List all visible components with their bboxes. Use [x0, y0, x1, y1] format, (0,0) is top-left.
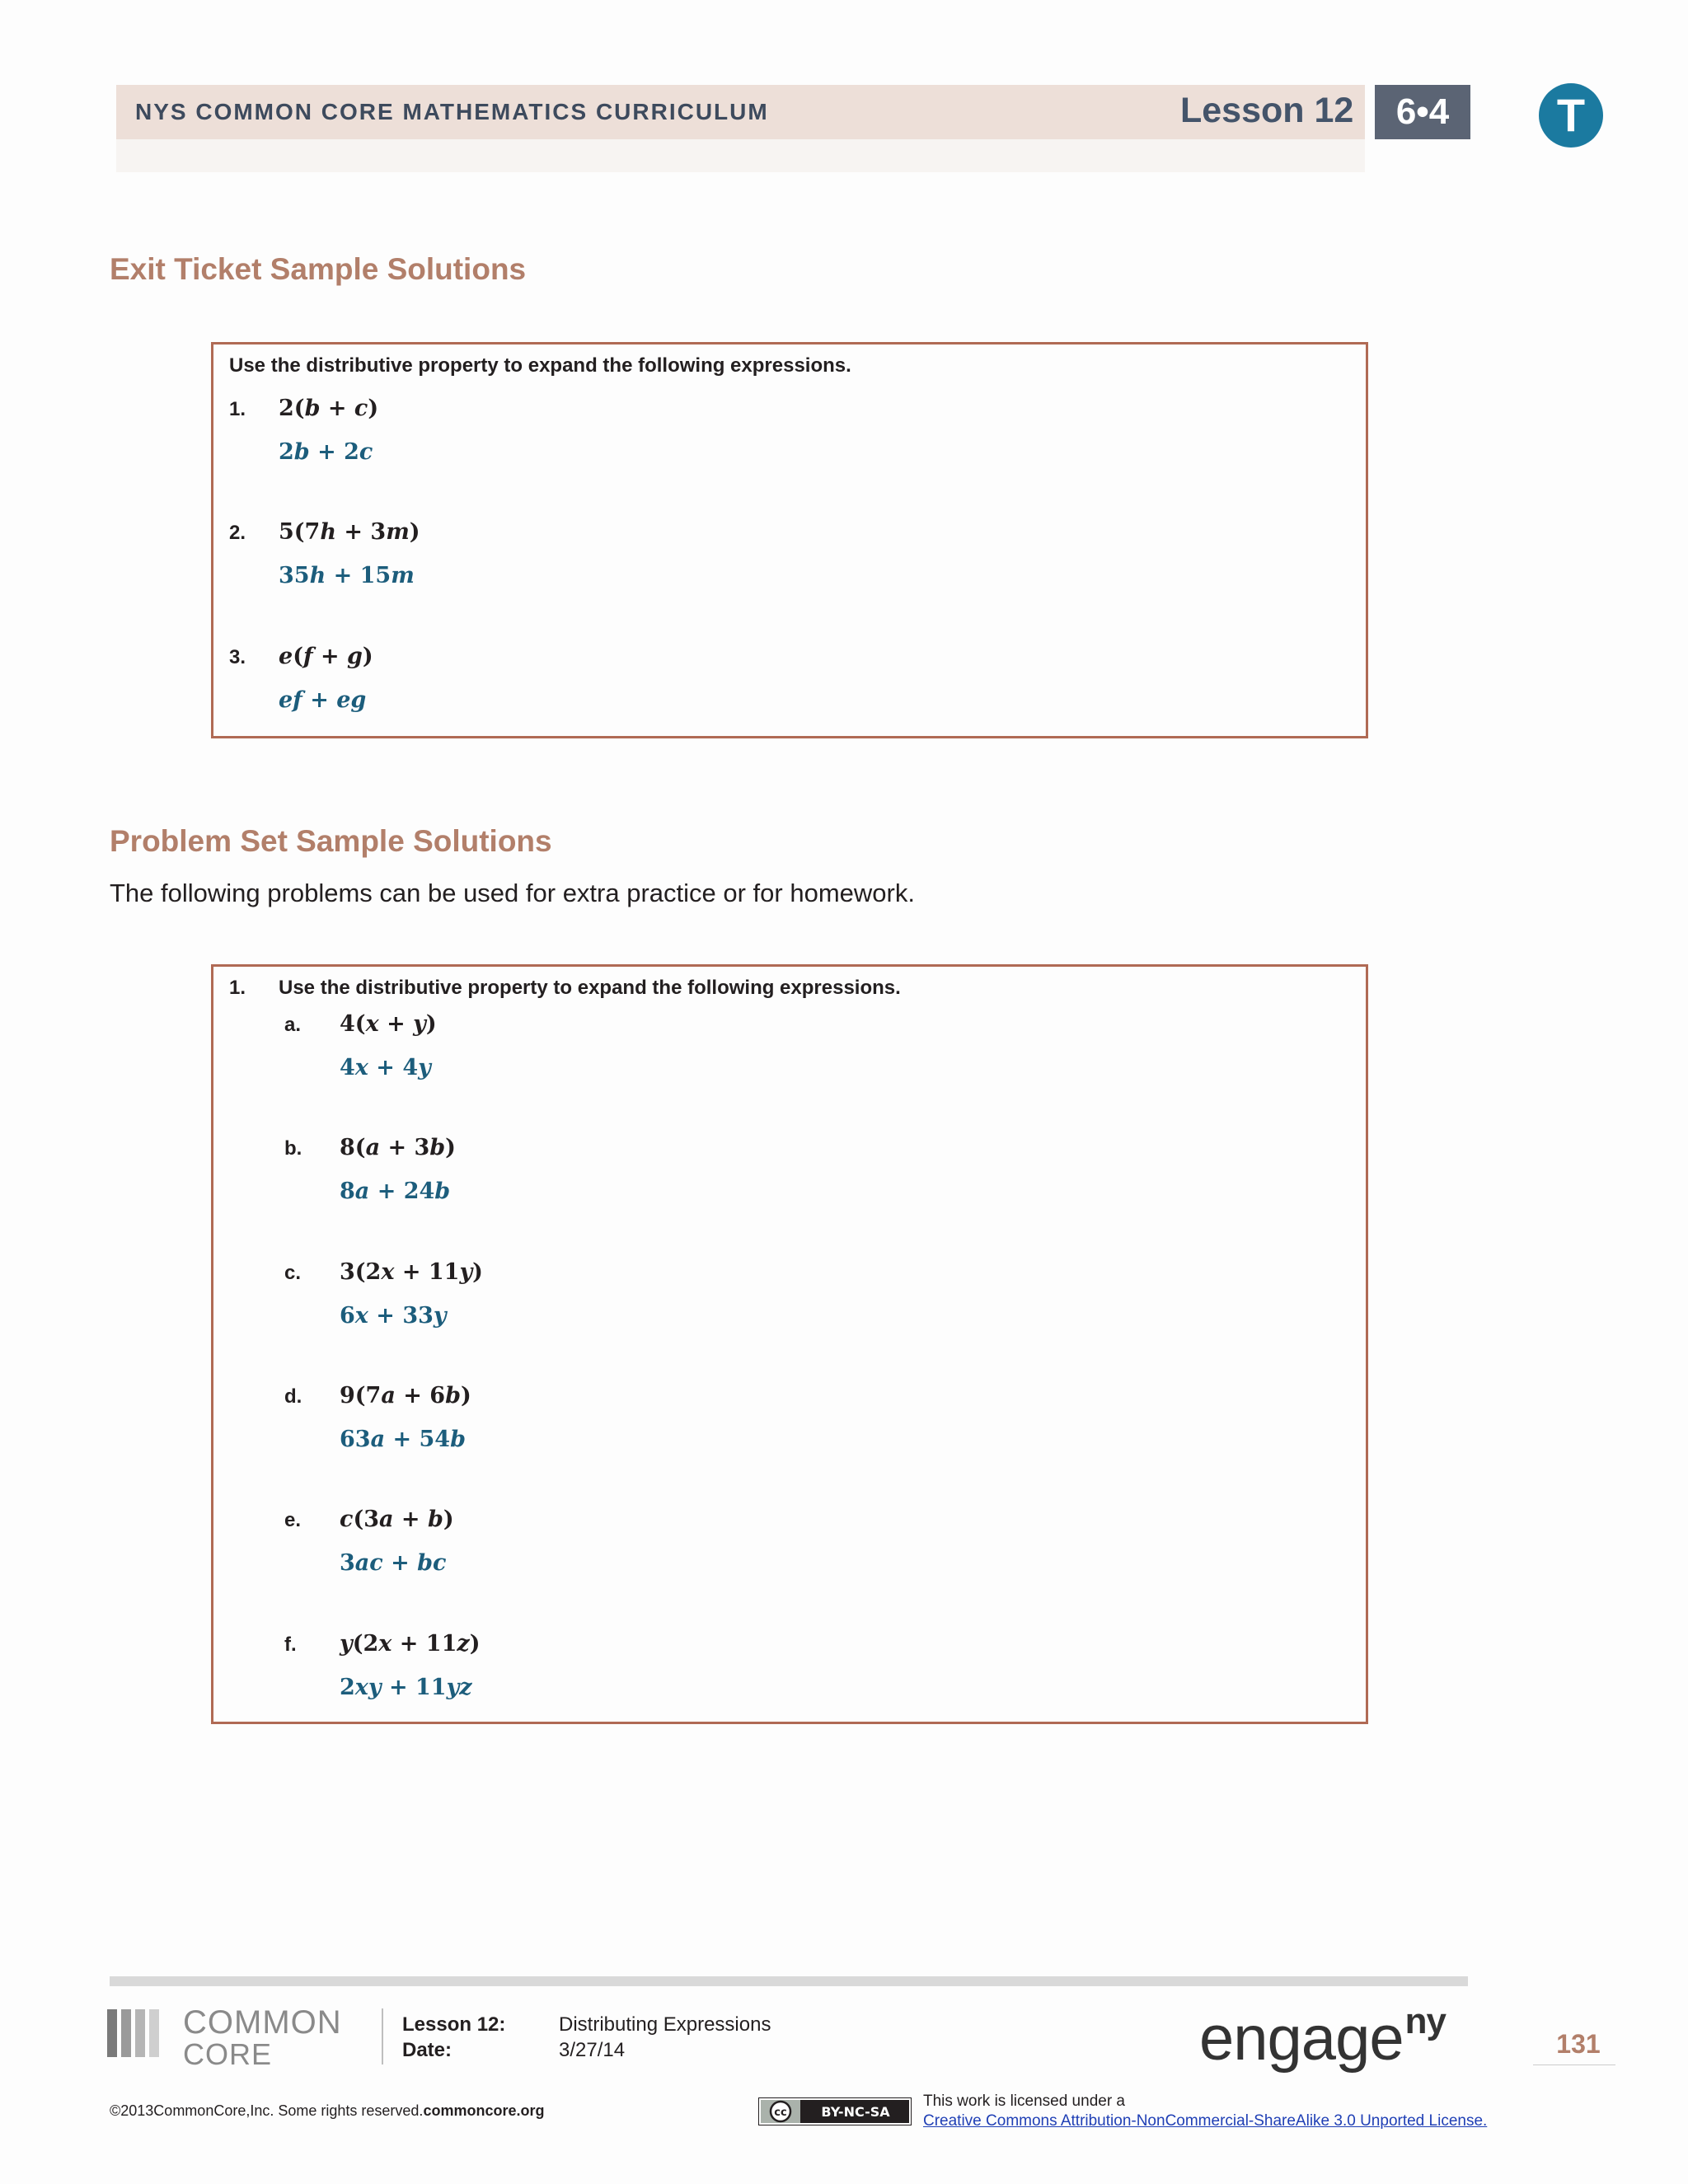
- exit-item-expression: e(f + g): [279, 644, 373, 669]
- footer-lesson-label: Lesson 12:: [402, 2013, 506, 2036]
- page-number: 131: [1556, 2029, 1601, 2059]
- lesson-label: Lesson 12: [1180, 91, 1354, 130]
- problem-item-letter: b.: [284, 1137, 302, 1160]
- problem-item-expression: 4(x + y): [340, 1011, 437, 1037]
- common-core-logo-text: CORE: [183, 2037, 273, 2071]
- curriculum-title: NYS COMMON CORE MATHEMATICS CURRICULUM: [135, 99, 769, 124]
- page-number-rule: [1533, 2064, 1615, 2065]
- problem-item-expression: c(3a + b): [340, 1507, 454, 1532]
- problem-item-expression: 3(2x + 11y): [340, 1259, 483, 1285]
- footer-rule: [110, 1976, 1468, 1986]
- copyright-text: ©2013CommonCore,Inc. Some rights reserved.: [110, 2102, 424, 2119]
- footer-date-label: Date:: [402, 2039, 452, 2061]
- problem-item-letter: e.: [284, 1509, 302, 1531]
- copyright-notice: [110, 2102, 544, 2120]
- footer-lesson-date: 3/27/14: [559, 2039, 626, 2061]
- teacher-badge-icon: T: [1539, 83, 1603, 148]
- exit-item-answer: 2b + 2c: [279, 439, 373, 465]
- problem-item-answer: 4x + 4y: [340, 1055, 431, 1080]
- exit-item-answer: ef + eg: [279, 687, 367, 713]
- license-link[interactable]: Creative Commons Attribution-NonCommercial-ShareAlike 3.0 Unported License.: [923, 2112, 1488, 2130]
- problem-item-answer: 63a + 54b: [340, 1427, 466, 1452]
- problem-item-expression: 9(7a + 6b): [340, 1383, 471, 1408]
- problem-item-letter: c.: [284, 1262, 302, 1284]
- problem-set-title: Problem Set Sample Solutions: [110, 824, 552, 858]
- exit-item-number: 2.: [229, 522, 246, 544]
- exit-item-expression: 2(b + c): [279, 396, 379, 421]
- problem-item-answer: 8a + 24b: [340, 1179, 451, 1204]
- engage-logo-sup: ny: [1404, 2000, 1446, 2041]
- footer-divider: [382, 2008, 383, 2064]
- problem-instruction: Use the distributive property to expand the following expressions.: [279, 977, 901, 999]
- exit-item-expression: 5(7h + 3m): [279, 519, 420, 545]
- common-core-logo-icon: [107, 2004, 169, 2062]
- license-badge-text: BY-NC-SA: [821, 2104, 890, 2120]
- copyright-site-link[interactable]: commoncore.org: [423, 2102, 545, 2119]
- problem-item-answer: 3ac + bc: [340, 1550, 447, 1576]
- creative-commons-badge-icon[interactable]: [758, 2097, 912, 2125]
- footer-lesson-title: Distributing Expressions: [559, 2013, 771, 2036]
- common-core-logo-text: COMMON: [183, 2004, 342, 2041]
- problem-item-letter: d.: [284, 1385, 302, 1408]
- problem-number: 1.: [229, 977, 246, 999]
- exit-item-answer: 35h + 15m: [279, 563, 415, 588]
- problem-item-expression: 8(a + 3b): [340, 1135, 456, 1160]
- engageny-logo: [1199, 2000, 1446, 2074]
- problem-item-letter: a.: [284, 1014, 302, 1036]
- exit-ticket-title: Exit Ticket Sample Solutions: [110, 252, 527, 286]
- problem-set-intro: The following problems can be used for extra practice or for homework.: [110, 879, 915, 907]
- problem-item-letter: f.: [284, 1633, 297, 1656]
- license-text: This work is licensed under a: [923, 2093, 1125, 2110]
- exit-item-number: 1.: [229, 398, 246, 420]
- problem-item-answer: 2xy + 11yz: [340, 1675, 472, 1700]
- problem-item-answer: 6x + 33y: [340, 1303, 447, 1329]
- exit-item-number: 3.: [229, 646, 246, 668]
- exit-ticket-instruction: Use the distributive property to expand the following expressions.: [229, 354, 851, 377]
- problem-item-expression: y(2x + 11z): [340, 1631, 481, 1657]
- engage-logo-text: engage: [1199, 2004, 1404, 2074]
- header-shade: [116, 139, 1365, 172]
- svg-text:cc: cc: [774, 2107, 787, 2119]
- module-badge: 6•4: [1375, 85, 1470, 139]
